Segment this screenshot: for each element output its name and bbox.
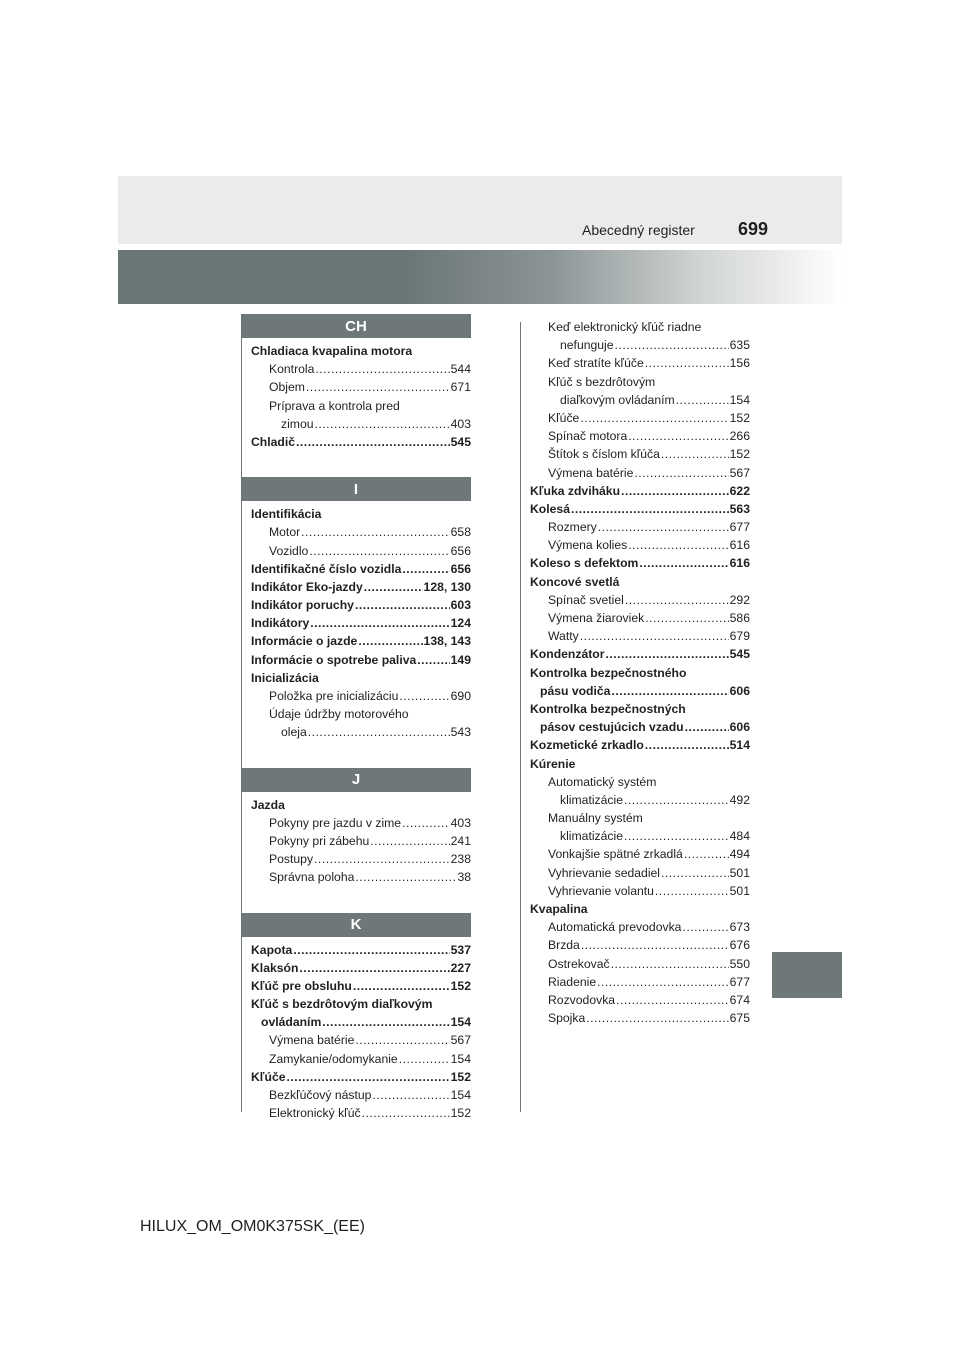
entry-term: Inicializácia bbox=[251, 670, 319, 685]
section-heading: K bbox=[241, 913, 471, 937]
entry-term: Vozidlo bbox=[269, 543, 309, 558]
entry-term: Kolesá bbox=[530, 501, 570, 516]
index-entry bbox=[251, 596, 471, 614]
index-entry bbox=[530, 736, 750, 754]
dot-leader bbox=[315, 360, 449, 378]
dot-leader bbox=[611, 955, 729, 973]
entry-page-number: 603 bbox=[450, 598, 471, 613]
dot-leader bbox=[655, 882, 729, 900]
index-entry bbox=[251, 796, 471, 814]
index-entry bbox=[530, 336, 750, 354]
entry-page-number: 128, 130 bbox=[423, 579, 471, 594]
entry-term: Výmena batérie bbox=[548, 465, 634, 480]
entry-page-number: 677 bbox=[729, 520, 750, 535]
index-entry bbox=[251, 1013, 471, 1031]
index-entry bbox=[530, 500, 750, 518]
index-entry bbox=[530, 1009, 750, 1027]
entry-term: Ostrekovač bbox=[548, 956, 610, 971]
entry-term: Indikátory bbox=[251, 616, 310, 631]
index-entry bbox=[251, 505, 471, 523]
index-entry bbox=[251, 360, 471, 378]
index-entry bbox=[530, 955, 750, 973]
entry-term: Výmena batérie bbox=[269, 1033, 355, 1048]
entry-term: Koleso s defektom bbox=[530, 556, 639, 571]
index-entry bbox=[530, 464, 750, 482]
dot-leader bbox=[615, 336, 729, 354]
section-heading: CH bbox=[241, 314, 471, 338]
index-entry bbox=[251, 669, 471, 687]
section-heading: J bbox=[241, 768, 471, 792]
entry-page-number: 152 bbox=[450, 978, 471, 993]
index-entry bbox=[530, 991, 750, 1009]
entry-term: Kozmetické zrkadlo bbox=[530, 738, 644, 753]
entry-term: ovládaním bbox=[261, 1015, 322, 1030]
dot-leader bbox=[353, 977, 450, 995]
entry-term: Indikátor poruchy bbox=[251, 598, 354, 613]
entry-term: Postupy bbox=[269, 852, 314, 867]
entry-term: Príprava a kontrola pred bbox=[269, 398, 400, 413]
index-entry bbox=[251, 1086, 471, 1104]
entry-page-number: 635 bbox=[729, 338, 750, 353]
dot-leader bbox=[301, 523, 450, 541]
entry-page-number: 550 bbox=[729, 956, 750, 971]
dot-leader bbox=[358, 632, 422, 650]
entry-term: Kvapalina bbox=[530, 902, 588, 916]
entry-term: Kľúče bbox=[251, 1069, 286, 1084]
entry-page-number: 152 bbox=[729, 410, 750, 425]
index-entry bbox=[251, 687, 471, 705]
entry-term: Spojka bbox=[548, 1011, 586, 1026]
dot-leader bbox=[676, 391, 729, 409]
dot-leader bbox=[685, 718, 729, 736]
entry-page-number: 227 bbox=[450, 960, 471, 975]
index-entry bbox=[530, 809, 750, 827]
index-entry bbox=[530, 864, 750, 882]
entry-term: Chladiaca kvapalina motora bbox=[251, 344, 413, 358]
dot-leader bbox=[605, 645, 728, 663]
dot-leader bbox=[621, 482, 729, 500]
entry-page-number: 484 bbox=[729, 829, 750, 844]
entry-page-number: 492 bbox=[729, 792, 750, 807]
index-entry bbox=[530, 773, 750, 791]
entry-term: Elektronický kľúč bbox=[269, 1106, 361, 1121]
entry-term: klimatizácie bbox=[560, 792, 623, 807]
entry-page-number: 676 bbox=[729, 938, 750, 953]
index-entry bbox=[530, 973, 750, 991]
dot-leader bbox=[628, 427, 728, 445]
index-entry bbox=[530, 755, 750, 773]
dot-leader bbox=[372, 1086, 449, 1104]
dot-leader bbox=[597, 973, 729, 991]
entry-term: Rozvodovka bbox=[548, 992, 616, 1007]
dot-leader bbox=[314, 850, 450, 868]
entry-page-number: 501 bbox=[729, 865, 750, 880]
index-entry bbox=[251, 614, 471, 632]
entry-page-number: 656 bbox=[450, 543, 471, 558]
entry-page-number: 606 bbox=[729, 720, 750, 735]
dot-leader bbox=[661, 445, 729, 463]
right-column-rule bbox=[520, 322, 521, 1112]
index-entry bbox=[530, 682, 750, 700]
index-entry bbox=[530, 664, 750, 682]
entry-term: Koncové svetlá bbox=[530, 574, 620, 589]
dot-leader bbox=[625, 591, 729, 609]
index-entry bbox=[251, 977, 471, 995]
entry-term: Kľúč s bezdrôtovým diaľkovým bbox=[251, 997, 433, 1012]
index-entry bbox=[251, 1031, 471, 1049]
entry-page-number: 154 bbox=[729, 392, 750, 407]
entry-term: klimatizácie bbox=[560, 829, 623, 844]
header-gradient-band bbox=[118, 250, 842, 304]
index-entry bbox=[530, 318, 750, 336]
index-entry bbox=[251, 1104, 471, 1122]
entry-term: Pokyny pri zábehu bbox=[269, 833, 370, 848]
entry-page-number: 658 bbox=[450, 525, 471, 540]
dot-leader bbox=[364, 578, 423, 596]
index-entry bbox=[530, 373, 750, 391]
entry-term: Údaje údržby motorového bbox=[269, 707, 409, 722]
entry-page-number: 544 bbox=[450, 362, 471, 377]
entry-term: Indikátor Eko-jazdy bbox=[251, 579, 363, 594]
entry-term: pásu vodiča bbox=[540, 683, 611, 698]
entry-page-number: 152 bbox=[450, 1106, 471, 1121]
entry-term: Identifikácia bbox=[251, 507, 322, 522]
index-entry bbox=[251, 941, 471, 959]
index-entry bbox=[530, 845, 750, 863]
index-entry bbox=[251, 560, 471, 578]
dot-leader bbox=[355, 596, 450, 614]
entry-term: Kontrolka bezpečnostných bbox=[530, 701, 686, 716]
index-entry bbox=[251, 523, 471, 541]
entry-page-number: 154 bbox=[450, 1088, 471, 1102]
entry-term: Pokyny pre jazdu v zime bbox=[269, 815, 402, 830]
index-entry bbox=[530, 391, 750, 409]
entry-term: Objem bbox=[269, 380, 305, 395]
entry-page-number: 674 bbox=[729, 992, 750, 1007]
index-entry bbox=[251, 651, 471, 669]
index-entry bbox=[251, 378, 471, 396]
page-number: 699 bbox=[738, 219, 769, 239]
entry-term: Kľúč s bezdrôtovým bbox=[548, 374, 656, 389]
header-bar bbox=[118, 176, 842, 244]
entry-term: Kontrola bbox=[269, 362, 315, 377]
entry-term: Správna poloha bbox=[269, 870, 355, 885]
index-entry bbox=[251, 959, 471, 977]
entry-page-number: 567 bbox=[729, 465, 750, 480]
index-entry bbox=[251, 1068, 471, 1086]
dot-leader bbox=[611, 682, 728, 700]
entry-page-number: 586 bbox=[729, 611, 750, 625]
entry-term: Kľúče bbox=[548, 410, 580, 425]
entry-term: Brzda bbox=[548, 938, 580, 953]
section-title: Abecedný register bbox=[582, 222, 695, 238]
index-left-column bbox=[251, 314, 471, 1122]
entry-term: Kontrolka bezpečnostného bbox=[530, 665, 687, 680]
entry-page-number: 690 bbox=[450, 689, 471, 703]
entry-term: Klaksón bbox=[251, 960, 299, 975]
entry-page-number: 677 bbox=[729, 974, 750, 989]
index-entry bbox=[530, 791, 750, 809]
dot-leader bbox=[299, 959, 449, 977]
dot-leader bbox=[355, 1031, 449, 1049]
entry-term: Keď stratíte kľúče bbox=[548, 356, 644, 371]
chapter-side-tab bbox=[772, 952, 842, 998]
dot-leader bbox=[616, 991, 729, 1009]
index-entry bbox=[530, 882, 750, 900]
dot-leader bbox=[639, 554, 728, 572]
index-entry bbox=[530, 518, 750, 536]
entry-term: Vyhrievanie sedadiel bbox=[548, 865, 661, 880]
entry-term: Automatická prevodovka bbox=[548, 920, 682, 935]
entry-term: Štítok s číslom kľúča bbox=[548, 447, 660, 462]
dot-leader bbox=[315, 415, 450, 433]
index-entry bbox=[530, 700, 750, 718]
index-entry bbox=[251, 542, 471, 560]
dot-leader bbox=[684, 845, 729, 863]
entry-term: Kúrenie bbox=[530, 756, 576, 771]
index-entry bbox=[530, 918, 750, 936]
index-entry bbox=[251, 342, 471, 360]
entry-term: Kondenzátor bbox=[530, 647, 605, 662]
entry-page-number: 154 bbox=[450, 1015, 471, 1030]
entry-term: Spínač motora bbox=[548, 429, 628, 444]
dot-leader bbox=[624, 791, 729, 809]
entry-term: Informácie o spotrebe paliva bbox=[251, 652, 417, 667]
entry-term: pásov cestujúcich vzadu bbox=[540, 720, 684, 735]
index-entry bbox=[530, 627, 750, 645]
entry-term: Kľúč pre obsluhu bbox=[251, 978, 352, 993]
entry-term: Watty bbox=[548, 629, 579, 644]
index-entry bbox=[251, 850, 471, 868]
entry-page-number: 501 bbox=[729, 883, 750, 898]
entry-page-number: 537 bbox=[450, 942, 471, 957]
index-entry bbox=[251, 632, 471, 650]
document-code: HILUX_OM_OM0K375SK_(EE) bbox=[140, 1218, 365, 1235]
index-entry bbox=[251, 1050, 471, 1068]
entry-page-number: 622 bbox=[729, 483, 750, 498]
entry-term: Jazda bbox=[251, 797, 285, 812]
entry-page-number: 656 bbox=[450, 561, 471, 576]
index-entry bbox=[251, 832, 471, 850]
index-entry bbox=[251, 723, 471, 741]
dot-leader bbox=[402, 560, 449, 578]
index-entry bbox=[251, 433, 471, 451]
entry-term: Výmena kolies bbox=[548, 538, 628, 553]
entry-page-number: 671 bbox=[450, 380, 471, 395]
entry-term: Spínač svetiel bbox=[548, 592, 624, 607]
entry-term: Bezkľúčový nástup bbox=[269, 1088, 372, 1102]
index-entry bbox=[530, 409, 750, 427]
entry-term: Kľuka zdviháku bbox=[530, 483, 621, 498]
dot-leader bbox=[645, 736, 729, 754]
entry-page-number: 241 bbox=[450, 833, 471, 848]
dot-leader bbox=[628, 536, 728, 554]
index-entry bbox=[530, 354, 750, 372]
entry-page-number: 292 bbox=[729, 592, 750, 607]
section-entries bbox=[251, 941, 471, 1123]
entry-term: oleja bbox=[281, 725, 307, 740]
entry-page-number: 563 bbox=[729, 501, 750, 516]
index-entry bbox=[530, 718, 750, 736]
index-entry bbox=[530, 445, 750, 463]
entry-term: Chladič bbox=[251, 434, 296, 449]
entry-page-number: 124 bbox=[450, 616, 471, 631]
dot-leader bbox=[296, 433, 450, 451]
section-entries bbox=[251, 796, 471, 887]
dot-leader bbox=[287, 1068, 450, 1086]
dot-leader bbox=[370, 832, 449, 850]
index-entry bbox=[530, 900, 750, 918]
entry-term: nefunguje bbox=[560, 338, 614, 353]
entry-page-number: 403 bbox=[450, 815, 471, 830]
dot-leader bbox=[293, 941, 449, 959]
dot-leader bbox=[399, 1050, 450, 1068]
entry-page-number: 616 bbox=[729, 556, 750, 571]
entry-page-number: 154 bbox=[450, 1051, 471, 1066]
dot-leader bbox=[399, 687, 449, 705]
entry-term: Vonkajšie spätné zrkadlá bbox=[548, 847, 683, 862]
index-right-column bbox=[530, 318, 750, 1027]
dot-leader bbox=[624, 827, 729, 845]
dot-leader bbox=[580, 409, 728, 427]
dot-leader bbox=[308, 723, 450, 741]
section-entries bbox=[251, 342, 471, 451]
entry-page-number: 616 bbox=[729, 538, 750, 553]
dot-leader bbox=[581, 936, 729, 954]
entry-term: Informácie o jazde bbox=[251, 634, 358, 649]
index-entry bbox=[530, 536, 750, 554]
entry-term: Kapota bbox=[251, 942, 293, 957]
dot-leader bbox=[322, 1013, 449, 1031]
entry-term: Položka pre inicializáciu bbox=[269, 689, 399, 703]
entry-term: Identifikačné číslo vozidla bbox=[251, 561, 402, 576]
entry-page-number: 238 bbox=[450, 852, 471, 867]
dot-leader bbox=[661, 864, 729, 882]
dot-leader bbox=[355, 868, 456, 886]
dot-leader bbox=[598, 518, 729, 536]
entry-page-number: 606 bbox=[729, 683, 750, 698]
section-heading: I bbox=[241, 477, 471, 501]
dot-leader bbox=[634, 464, 728, 482]
index-entry bbox=[530, 645, 750, 663]
index-entry bbox=[251, 415, 471, 433]
entry-term: Rozmery bbox=[548, 520, 597, 535]
index-entry bbox=[530, 427, 750, 445]
entry-term: Výmena žiaroviek bbox=[548, 611, 645, 625]
index-entry bbox=[530, 573, 750, 591]
entry-page-number: 673 bbox=[729, 920, 750, 935]
dot-leader bbox=[362, 1104, 450, 1122]
entry-page-number: 403 bbox=[450, 416, 471, 431]
entry-page-number: 156 bbox=[729, 356, 750, 371]
entry-page-number: 567 bbox=[450, 1033, 471, 1048]
dot-leader bbox=[306, 378, 450, 396]
index-entry bbox=[530, 482, 750, 500]
index-entry bbox=[251, 814, 471, 832]
entry-page-number: 38 bbox=[457, 870, 471, 885]
dot-leader bbox=[309, 542, 449, 560]
dot-leader bbox=[417, 651, 449, 669]
dot-leader bbox=[571, 500, 729, 518]
entry-term: Keď elektronický kľúč riadne bbox=[548, 320, 702, 334]
entry-page-number: 545 bbox=[450, 434, 471, 449]
index-entry bbox=[530, 554, 750, 572]
dot-leader bbox=[645, 354, 729, 372]
entry-page-number: 152 bbox=[729, 447, 750, 462]
entry-page-number: 679 bbox=[729, 629, 750, 644]
section-entries bbox=[251, 505, 471, 741]
entry-page-number: 138, 143 bbox=[423, 634, 471, 649]
entry-page-number: 675 bbox=[729, 1011, 750, 1026]
dot-leader bbox=[682, 918, 728, 936]
entry-term: Motor bbox=[269, 525, 301, 540]
entry-term: zimou bbox=[281, 416, 314, 431]
index-entry bbox=[530, 827, 750, 845]
index-entry bbox=[251, 705, 471, 723]
entry-page-number: 152 bbox=[450, 1069, 471, 1084]
index-entry bbox=[251, 397, 471, 415]
index-entry bbox=[530, 609, 750, 627]
entry-page-number: 266 bbox=[729, 429, 750, 444]
index-entry bbox=[251, 868, 471, 886]
dot-leader bbox=[310, 614, 449, 632]
entry-page-number: 514 bbox=[729, 738, 750, 753]
dot-leader bbox=[580, 627, 729, 645]
entry-term: diaľkovým ovládaním bbox=[560, 392, 675, 407]
left-column-rule bbox=[241, 338, 242, 1112]
entry-term: Manuálny systém bbox=[548, 811, 643, 826]
entry-page-number: 149 bbox=[450, 652, 471, 667]
dot-leader bbox=[402, 814, 450, 832]
index-entry bbox=[251, 578, 471, 596]
entry-term: Riadenie bbox=[548, 974, 597, 989]
dot-leader bbox=[645, 609, 728, 627]
entry-term: Vyhrievanie volantu bbox=[548, 883, 654, 898]
index-entry bbox=[251, 995, 471, 1013]
index-entry bbox=[530, 591, 750, 609]
entry-term: Automatický systém bbox=[548, 774, 657, 789]
index-entry bbox=[530, 936, 750, 954]
entry-page-number: 494 bbox=[729, 847, 750, 862]
entry-page-number: 545 bbox=[729, 647, 750, 662]
entry-term: Zamykanie/odomykanie bbox=[269, 1051, 398, 1066]
dot-leader bbox=[586, 1009, 728, 1027]
entry-page-number: 543 bbox=[450, 725, 471, 740]
